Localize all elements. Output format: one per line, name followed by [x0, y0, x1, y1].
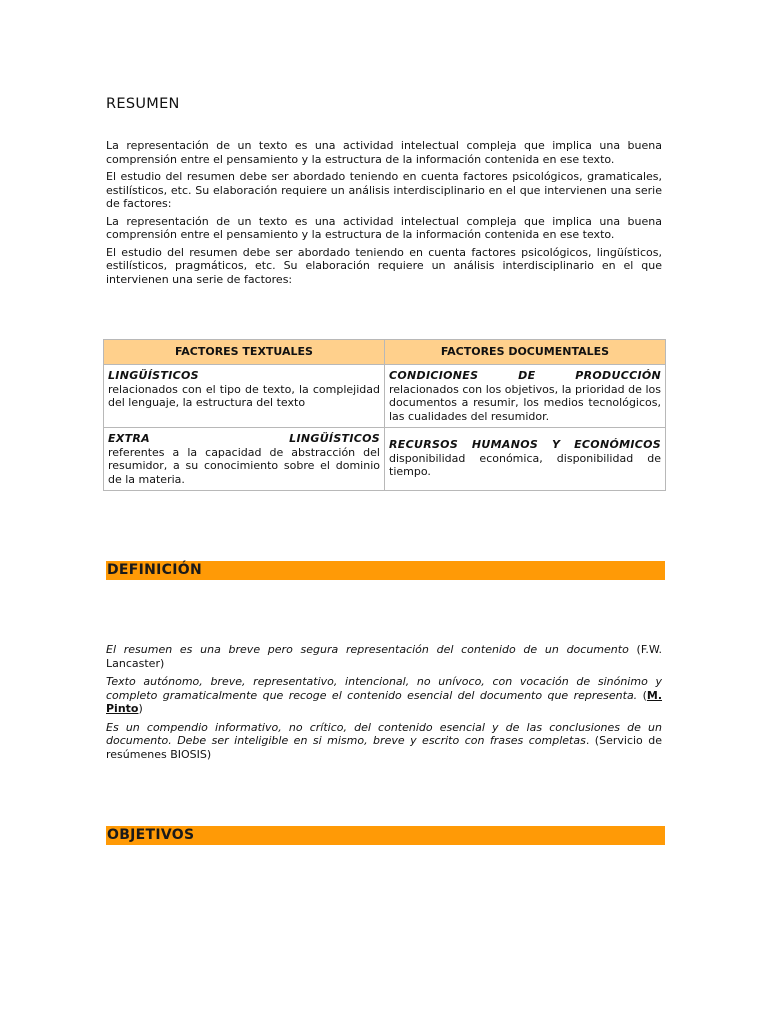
definitions-list — [106, 643, 662, 766]
cell-title: EXTRA LINGÜÍSTICOS — [108, 432, 380, 445]
definition-quote: Es un compendio informativo, no crítico, del contenido esencial y de las conclusiones de un documento. Debe ser inteligible en si mismo, breve y escrito con frases completas — [106, 720, 662, 747]
definition-item — [106, 675, 662, 716]
cell-text: referentes a la capacidad de abstracción del resumidor, a su conocimiento sobre el dominio de la materia. — [108, 445, 380, 486]
intro-paragraph: El estudio del resumen debe ser abordado teniendo en cuenta factores psicológicos, gramaticales, estilísticos, etc. Su elaboración requiere un análisis interdisciplinario en el que intervienen una serie de factores: — [106, 170, 662, 210]
cell-text: relacionados con los objetivos, la prioridad de los documentos a resumir, los medios tecnológicos, las cualidades del resumidor. — [389, 382, 661, 423]
table-cell — [104, 365, 385, 428]
definition-source: . (Servicio de resúmenes BIOSIS) — [106, 734, 662, 761]
page-title: RESUMEN — [106, 96, 180, 112]
table-row — [104, 428, 666, 491]
objectives-heading: OBJETIVOS — [106, 826, 665, 845]
table-header-row — [104, 340, 666, 365]
author-link-m-pinto[interactable]: M. Pinto — [106, 688, 663, 715]
intro-text — [106, 139, 662, 290]
definition-item — [106, 643, 662, 670]
cell-title: LINGÜÍSTICOS — [108, 369, 199, 382]
header-textual-factors: FACTORES TEXTUALES — [104, 340, 385, 365]
definition-source-suffix: ) — [138, 702, 143, 715]
table-cell — [385, 428, 666, 491]
definition-quote: Texto autónomo, breve, representativo, intencional, no unívoco, con vocación de sinónimo y completo gramaticalmente que recoge el contenido esencial del documento que representa. — [106, 675, 662, 702]
cell-title: RECURSOS HUMANOS Y ECONÓMICOS — [389, 438, 661, 451]
cell-title: CONDICIONES DE PRODUCCIÓN — [389, 369, 661, 382]
definition-source: (F.W. Lancaster) — [106, 643, 662, 670]
table-cell — [385, 365, 666, 428]
intro-paragraph: La representación de un texto es una actividad intelectual compleja que implica una buena comprensión entre el pensamiento y la estructura de la información contenida en ese texto. — [106, 214, 662, 241]
intro-paragraph: El estudio del resumen debe ser abordado teniendo en cuenta factores psicológicos, lingüísticos, estilísticos, pragmáticos, etc. Su elaboración requiere un análisis interdisciplinario en el que intervienen una serie de factores: — [106, 245, 662, 286]
cell-text: disponibilidad económica, disponibilidad de tiempo. — [389, 451, 661, 478]
table-cell — [104, 428, 385, 491]
intro-paragraph: La representación de un texto es una actividad intelectual compleja que implica una buena comprensión entre el pensamiento y la estructura de la información contenida en ese texto. — [106, 139, 662, 166]
cell-text: relacionados con el tipo de texto, la complejidad del lenguaje, la estructura del texto — [108, 382, 380, 409]
factors-table — [103, 339, 666, 491]
definition-quote: El resumen es una breve pero segura representación del contenido de un documento — [106, 643, 629, 656]
definition-heading: DEFINICIÓN — [106, 561, 665, 580]
definition-source-prefix: ( — [637, 688, 647, 702]
definition-item — [106, 721, 662, 762]
table-row — [104, 365, 666, 428]
header-documental-factors: FACTORES DOCUMENTALES — [385, 340, 666, 365]
